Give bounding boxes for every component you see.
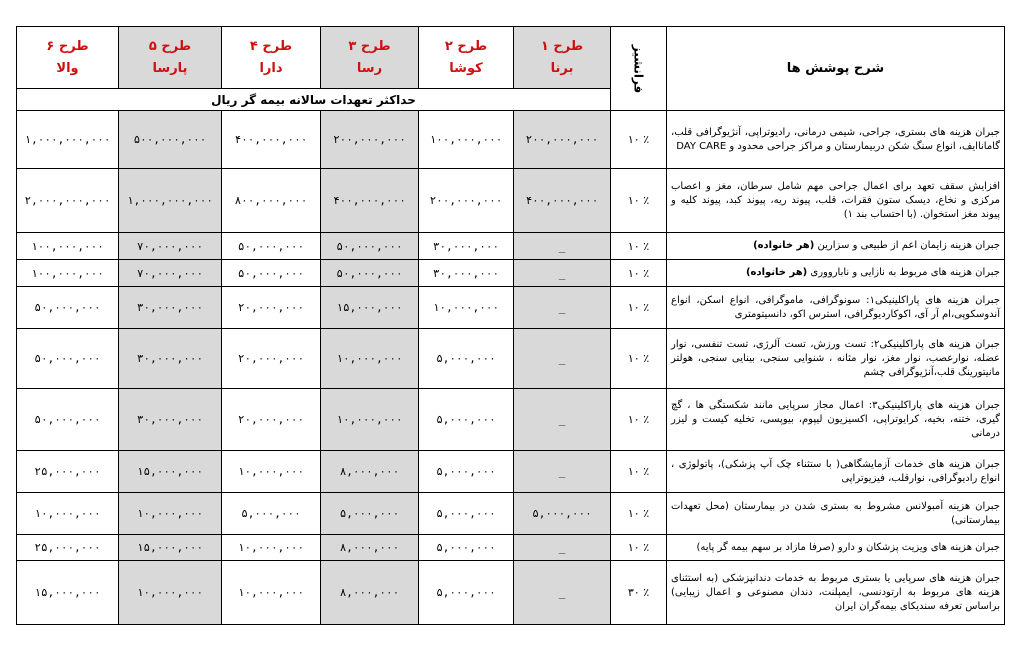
table-row xyxy=(17,389,1005,451)
plan-value-cell: ۸,۰۰۰,۰۰۰ xyxy=(321,535,419,561)
plan-value-cell: ۲۵,۰۰۰,۰۰۰ xyxy=(17,451,119,493)
plan-header-1: طرح ۱ برنا xyxy=(514,27,611,89)
plan-value-cell: ۵۰,۰۰۰,۰۰۰ xyxy=(222,233,321,260)
franchise-cell: ٪ ۱۰ xyxy=(611,389,667,451)
table-row xyxy=(17,535,1005,561)
plan-value-cell: ۱,۰۰۰,۰۰۰,۰۰۰ xyxy=(119,169,222,233)
franchise-cell: ٪ ۱۰ xyxy=(611,535,667,561)
franchise-cell: ٪ ۱۰ xyxy=(611,329,667,389)
plan-value-cell: ۲۰,۰۰۰,۰۰۰ xyxy=(222,287,321,329)
plan-value-cell: _ xyxy=(514,287,611,329)
coverage-description: جبران هزینه های ویزیت پزشکان و دارو (صرفا مازاد بر سهم بیمه گر پایه) xyxy=(667,535,1005,561)
plan-value-cell: ۵۰,۰۰۰,۰۰۰ xyxy=(321,233,419,260)
coverage-description: جبران هزینه های بستری، جراحی، شیمی درمانی، رادیوتراپی، آنژیوگرافی قلب، گاماناایف، انواع سنگ شکن دربیمارستان و مراکز جراحی محدود و DAY CARE xyxy=(667,111,1005,169)
plan-value-cell: ۵,۰۰۰,۰۰۰ xyxy=(419,493,514,535)
plan-value-cell: ۱۰,۰۰۰,۰۰۰ xyxy=(222,561,321,625)
franchise-header xyxy=(611,27,667,111)
plan-value-cell: ۱۰,۰۰۰,۰۰۰ xyxy=(321,389,419,451)
plan-value-cell: ۸,۰۰۰,۰۰۰ xyxy=(321,561,419,625)
plan-value-cell: ۵,۰۰۰,۰۰۰ xyxy=(419,535,514,561)
plan-header-5: طرح ۵ پارسا xyxy=(119,27,222,89)
plan-value-cell: ۴۰۰,۰۰۰,۰۰۰ xyxy=(222,111,321,169)
plan-value-cell: _ xyxy=(514,260,611,287)
coverage-rows xyxy=(17,111,1005,625)
plan-value-cell: _ xyxy=(514,561,611,625)
plan-value-cell: ۸,۰۰۰,۰۰۰ xyxy=(321,451,419,493)
coverage-table xyxy=(16,26,1005,625)
plan-value-cell: ۱۰۰,۰۰۰,۰۰۰ xyxy=(17,260,119,287)
plan-value-cell: ۲۰,۰۰۰,۰۰۰ xyxy=(222,389,321,451)
franchise-cell: ٪ ۱۰ xyxy=(611,260,667,287)
table-row xyxy=(17,260,1005,287)
coverage-description: جبران هزینه های پاراکلینیکی۳: اعمال مجاز سرپایی مانند شکستگی ها ، گچ گیری، ختنه، بخیه، کرایوتراپی، اکسیزیون لیپوم، بیوپسی، تخلیه کیست و لیزر درمانی xyxy=(667,389,1005,451)
plan-value-cell: ۵۰,۰۰۰,۰۰۰ xyxy=(222,260,321,287)
plan-value-cell: ۱۵,۰۰۰,۰۰۰ xyxy=(321,287,419,329)
plan-value-cell: _ xyxy=(514,535,611,561)
plan-value-cell: ۱۰,۰۰۰,۰۰۰ xyxy=(119,561,222,625)
plan-value-cell: ۱۰,۰۰۰,۰۰۰ xyxy=(222,535,321,561)
plan-value-cell: ۱,۰۰۰,۰۰۰,۰۰۰ xyxy=(17,111,119,169)
plan-value-cell: ۳۰,۰۰۰,۰۰۰ xyxy=(119,287,222,329)
plan-value-cell: _ xyxy=(514,233,611,260)
plan-value-cell: ۲,۰۰۰,۰۰۰,۰۰۰ xyxy=(17,169,119,233)
plan-header-6: طرح ۶ والا xyxy=(17,27,119,89)
plan-value-cell: ۲۰۰,۰۰۰,۰۰۰ xyxy=(514,111,611,169)
coverage-description: افزایش سقف تعهد برای اعمال جراحی مهم شامل سرطان، مغز و اعصاب مرکزی و نخاع، دیسک ستون فقرات، قلب، پیوند ریه، پیوند کبد، پیوند کلیه و پیوند مغز استخوان. (با احتساب بند ۱) xyxy=(667,169,1005,233)
plan-value-cell: ۱۵,۰۰۰,۰۰۰ xyxy=(119,535,222,561)
plan-value-cell: _ xyxy=(514,389,611,451)
header-row xyxy=(17,27,1005,89)
plan-value-cell: ۵,۰۰۰,۰۰۰ xyxy=(514,493,611,535)
table-row xyxy=(17,561,1005,625)
plan-value-cell: ۱۰,۰۰۰,۰۰۰ xyxy=(17,493,119,535)
description-header: شرح پوشش ها xyxy=(667,27,1005,111)
plan-value-cell: ۲۰۰,۰۰۰,۰۰۰ xyxy=(321,111,419,169)
coverage-description: جبران هزینه های خدمات آزمایشگاهی( با ستثناء چک آپ پزشکی)، پاتولوژی ، انواع رادیوگرافی، نوارقلب، فیزیوتراپی xyxy=(667,451,1005,493)
plan-value-cell: ۷۰,۰۰۰,۰۰۰ xyxy=(119,233,222,260)
plan-value-cell: ۲۰۰,۰۰۰,۰۰۰ xyxy=(419,169,514,233)
plan-value-cell: _ xyxy=(514,451,611,493)
plan-value-cell: ۷۰,۰۰۰,۰۰۰ xyxy=(119,260,222,287)
franchise-cell: ٪ ۱۰ xyxy=(611,451,667,493)
franchise-cell: ٪ ۳۰ xyxy=(611,561,667,625)
plan-value-cell: ۳۰,۰۰۰,۰۰۰ xyxy=(419,233,514,260)
plan-value-cell: ۳۰,۰۰۰,۰۰۰ xyxy=(119,329,222,389)
coverage-description: جبران هزینه آمبولانس مشروط به بستری شدن در بیمارستان (محل تعهدات بیمارستانی) xyxy=(667,493,1005,535)
plan-value-cell: ۵,۰۰۰,۰۰۰ xyxy=(419,451,514,493)
coverage-description: جبران هزینه های پاراکلینیکی۲: تست ورزش، تست آلرژی، تست تنفسی، نوار عضله، نوارعصب، نوار مغز، نوار مثانه ، شنوایی سنجی، بینایی سنجی، هولتر مانیتورینگ قلب،آنژیوگرافی چشم xyxy=(667,329,1005,389)
franchise-cell: ٪ ۱۰ xyxy=(611,287,667,329)
plan-value-cell: ۵,۰۰۰,۰۰۰ xyxy=(419,389,514,451)
franchise-header-label: فرانشیز xyxy=(631,44,646,93)
coverage-description: جبران هزینه های مربوط به نازایی و نابارووری (هر خانواده) xyxy=(667,260,1005,287)
plan-header-4: طرح ۴ دارا xyxy=(222,27,321,89)
franchise-cell: ٪ ۱۰ xyxy=(611,169,667,233)
coverage-description: جبران هزینه های پاراکلینیکی۱: سونوگرافی، ماموگرافی، انواع اسکن، انواع آندوسکوپی،ام آر آی، اکوکاردیوگرافی، استرس اکو، دانسیتومتری xyxy=(667,287,1005,329)
plan-header-2: طرح ۲ کوشا xyxy=(419,27,514,89)
plan-value-cell: ۱۰,۰۰۰,۰۰۰ xyxy=(419,287,514,329)
plan-value-cell: ۲۵,۰۰۰,۰۰۰ xyxy=(17,535,119,561)
plan-value-cell: ۵,۰۰۰,۰۰۰ xyxy=(321,493,419,535)
franchise-cell: ٪ ۱۰ xyxy=(611,233,667,260)
plan-value-cell: ۱۰,۰۰۰,۰۰۰ xyxy=(119,493,222,535)
plan-value-cell: ۵۰۰,۰۰۰,۰۰۰ xyxy=(119,111,222,169)
plan-value-cell: ۵,۰۰۰,۰۰۰ xyxy=(419,329,514,389)
coverage-table-container xyxy=(16,26,1004,642)
table-row xyxy=(17,169,1005,233)
commitment-caption: حداکثر تعهدات سالانه بیمه گر ریال xyxy=(17,89,611,111)
table-row xyxy=(17,111,1005,169)
plan-value-cell: ۵,۰۰۰,۰۰۰ xyxy=(222,493,321,535)
coverage-description: جبران هزینه های سرپایی یا بستری مربوط به خدمات دندانپزشکی (به استثنای هزینه های مربوط به ارتودنسی، ایمپلنت، دندان مصنوعی و اعمال زیبایی) براساس تعرفه سندیکای بیمه‌گران ایران xyxy=(667,561,1005,625)
plan-value-cell: ۱۵,۰۰۰,۰۰۰ xyxy=(17,561,119,625)
plan-value-cell: ۱۰۰,۰۰۰,۰۰۰ xyxy=(17,233,119,260)
table-row xyxy=(17,287,1005,329)
table-row xyxy=(17,233,1005,260)
plan-value-cell: ۴۰۰,۰۰۰,۰۰۰ xyxy=(514,169,611,233)
plan-value-cell: ۴۰۰,۰۰۰,۰۰۰ xyxy=(321,169,419,233)
table-row xyxy=(17,329,1005,389)
plan-value-cell: _ xyxy=(514,329,611,389)
plan-value-cell: ۱۰۰,۰۰۰,۰۰۰ xyxy=(419,111,514,169)
coverage-description: جبران هزینه زایمان اعم از طبیعی و سزارین (هر خانواده) xyxy=(667,233,1005,260)
table-row xyxy=(17,451,1005,493)
plan-value-cell: ۵۰,۰۰۰,۰۰۰ xyxy=(17,389,119,451)
plan-value-cell: ۲۰,۰۰۰,۰۰۰ xyxy=(222,329,321,389)
plan-value-cell: ۵۰,۰۰۰,۰۰۰ xyxy=(17,287,119,329)
plan-value-cell: ۱۰,۰۰۰,۰۰۰ xyxy=(222,451,321,493)
plan-value-cell: ۸۰۰,۰۰۰,۰۰۰ xyxy=(222,169,321,233)
plan-value-cell: ۱۵,۰۰۰,۰۰۰ xyxy=(119,451,222,493)
plan-value-cell: ۵۰,۰۰۰,۰۰۰ xyxy=(17,329,119,389)
plan-header-3: طرح ۳ رسا xyxy=(321,27,419,89)
plan-value-cell: ۳۰,۰۰۰,۰۰۰ xyxy=(119,389,222,451)
plan-value-cell: ۵۰,۰۰۰,۰۰۰ xyxy=(321,260,419,287)
table-row xyxy=(17,493,1005,535)
plan-value-cell: ۵,۰۰۰,۰۰۰ xyxy=(419,561,514,625)
franchise-cell: ٪ ۱۰ xyxy=(611,493,667,535)
plan-value-cell: ۳۰,۰۰۰,۰۰۰ xyxy=(419,260,514,287)
franchise-cell: ٪ ۱۰ xyxy=(611,111,667,169)
plan-value-cell: ۱۰,۰۰۰,۰۰۰ xyxy=(321,329,419,389)
